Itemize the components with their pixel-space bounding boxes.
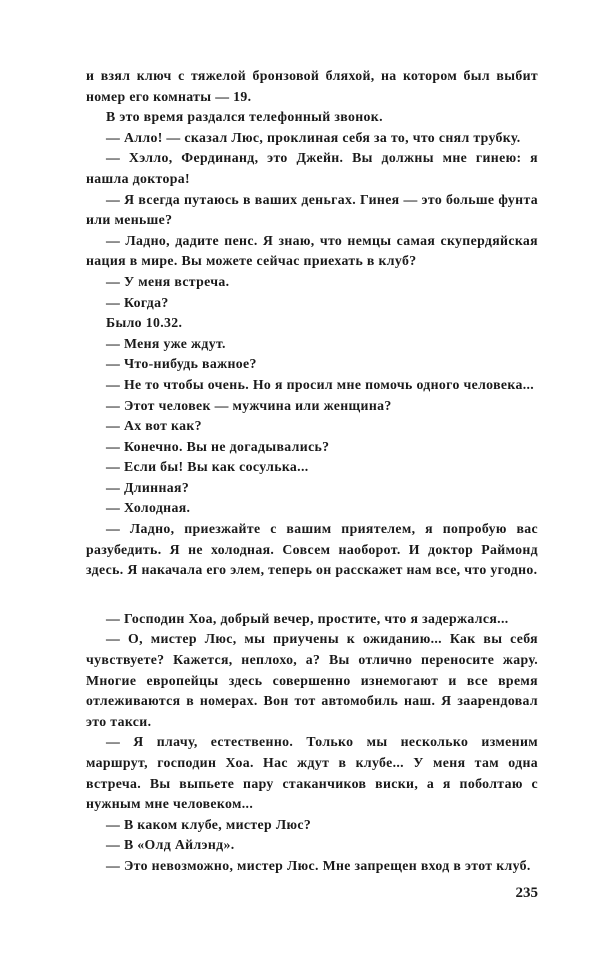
paragraph: — Не то чтобы очень. Но я просил мне помочь одного человека... [106, 376, 535, 392]
paragraph: — В каком клубе, мистер Люс? [106, 816, 312, 832]
paragraph: — Ладно, приезжайте с вашим приятелем, я попробую вас разубедить. Я не холодная. Совсем наоборот. И доктор Раймонд здесь. Я накачала его элем, теперь он расскажет нам все, что угодно. [86, 521, 538, 578]
paragraph: — О, мистер Люс, мы приучены к ожиданию... Как вы себя чувствуете? Кажется, неплохо, а? Вы отлично переносите жару. Многие европейцы здесь совершенно изнемогают и все время отлеживаются в номерах. Вон тот автомобиль наш. Я заарендовал это такси. [86, 631, 538, 729]
paragraph: — Я плачу, естественно. Только мы несколько изменим маршрут, господин Хоа. Нас ждут в клубе... У меня там одна встреча. Вы выпьете пару стаканчиков виски, а я поболтаю с нужным мне человеком... [86, 734, 538, 812]
paragraph: — Что-нибудь важное? [106, 356, 257, 372]
paragraph: — Алло! — сказал Люс, проклиная себя за то, что снял трубку. [106, 129, 521, 145]
paragraph: В это время раздался телефонный звонок. [106, 109, 383, 125]
page-text [86, 66, 538, 877]
paragraph: — Меня уже ждут. [106, 335, 226, 351]
page-number: 235 [515, 885, 538, 901]
paragraph: — Конечно. Вы не догадывались? [106, 438, 330, 454]
paragraph: — Длинная? [106, 479, 190, 495]
paragraph: Было 10.32. [106, 315, 183, 331]
paragraph: и взял ключ с тяжелой бронзовой бляхой, на котором был выбит номер его комнаты — 19. [86, 68, 538, 104]
paragraph: — В «Олд Айлэнд». [106, 837, 235, 853]
paragraph: — У меня встреча. [106, 273, 230, 289]
paragraph: — Ладно, дадите пенс. Я знаю, что немцы самая скупердяйская нация в мире. Вы можете сейчас приехать в клуб? [86, 232, 538, 269]
paragraph: — Когда? [106, 294, 169, 310]
paragraph: — Этот человек — мужчина или женщина? [106, 397, 392, 413]
paragraph: — Хэлло, Фердинанд, это Джейн. Вы должны мне гинею: я нашла доктора! [86, 150, 538, 186]
paragraph: — Это невозможно, мистер Люс. Мне запрещен вход в этот клуб. [106, 857, 531, 873]
paragraph: — Господин Хоа, добрый вечер, простите, что я задержался... [106, 610, 509, 626]
paragraph: — Я всегда путаюсь в ваших деньгах. Гинея — это больше фунта или меньше? [86, 191, 538, 228]
paragraph: — Ах вот как? [106, 418, 202, 434]
section-break [86, 581, 538, 609]
paragraph: — Холодная. [106, 500, 191, 516]
paragraph: — Если бы! Вы как сосулька... [106, 459, 309, 475]
